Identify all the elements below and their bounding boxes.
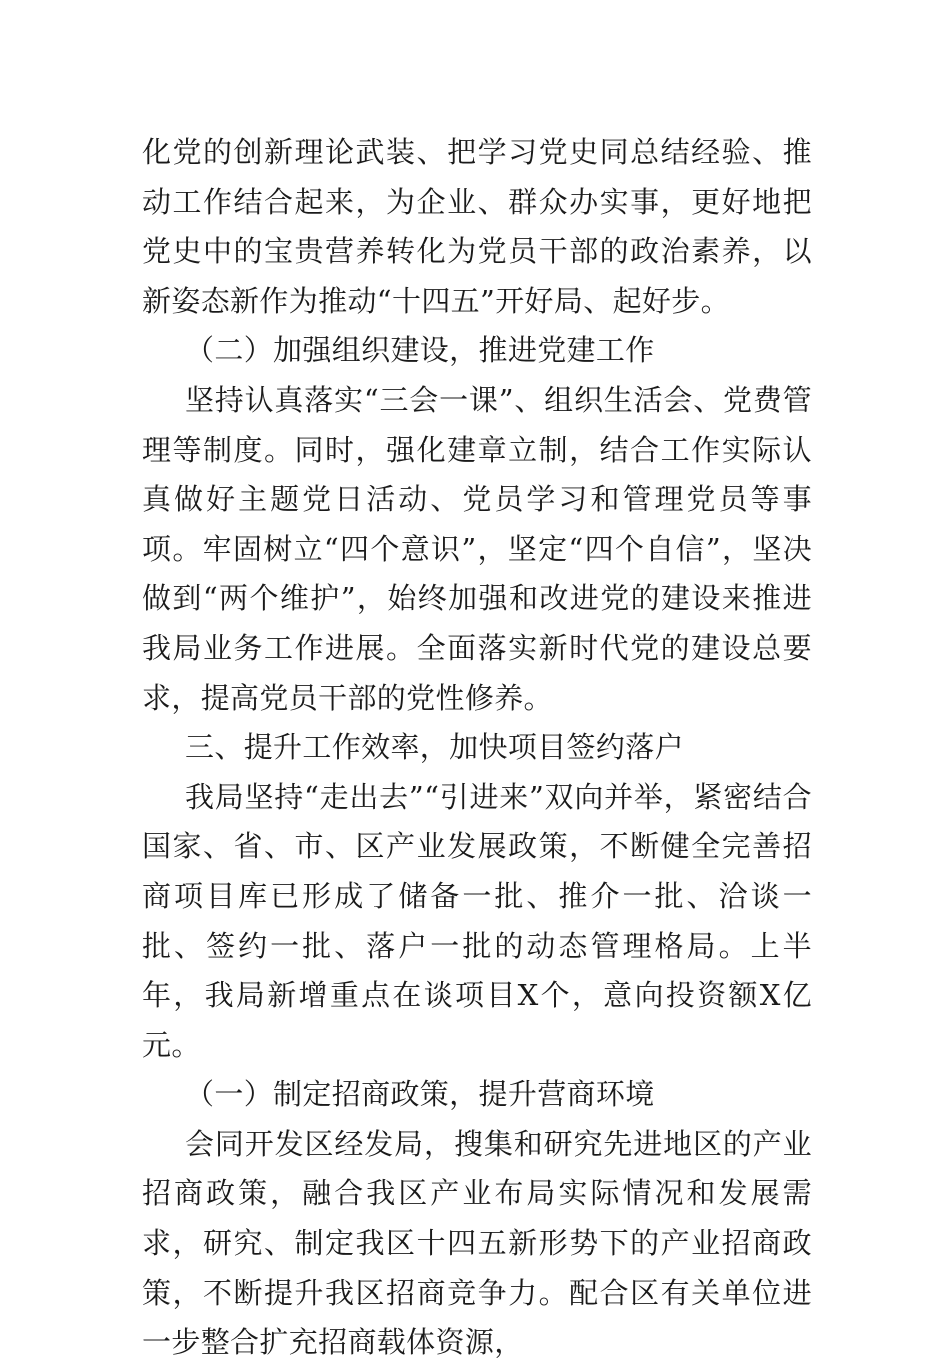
paragraph-continuation: 化党的创新理论武装、把学习党史同总结经验、推动工作结合起来，为企业、群众办实事，更好地把党史中的宝贵营养转化为党员干部的政治素养，以新姿态新作为推动“十四五”开好局、起好步。 [142,135,812,318]
paragraph-project-signing: 我局坚持“走出去”“引进来”双向并举，紧密结合国家、省、市、区产业发展政策，不断健全完善招商项目库已形成了储备一批、推介一批、洽谈一批、签约一批、落户一批的动态管理格局。上半年，我局新增重点在谈项目X个，意向投资额X亿元。 [142,779,812,1062]
paragraph-party-building: 坚持认真落实“三会一课”、组织生活会、党费管理等制度。同时，强化建章立制，结合工作实际认真做好主题党日活动、党员学习和管理党员等事项。牢固树立“四个意识”，坚定“四个自信”，坚决做到“两个维护”，始终加强和改进党的建设来推进我局业务工作进展。全面落实新时代党的建设总要求，提高党员干部的党性修养。 [142,382,812,715]
section-heading-2: （二）加强组织建设，推进党建工作 [185,333,655,368]
paragraph-investment-policy: 会同开发区经发局，搜集和研究先进地区的产业招商政策，融合我区产业布局实际情况和发展需求，研究、制定我区十四五新形势下的产业招商政策，不断提升我区招商竞争力。配合区有关单位进一步整合扩充招商载体资源， [142,1126,812,1360]
document-body [142,128,812,1368]
section-heading-3-1: （一）制定招商政策，提升营商环境 [185,1077,655,1112]
section-heading-3: 三、提升工作效率，加快项目签约落户 [185,730,684,765]
